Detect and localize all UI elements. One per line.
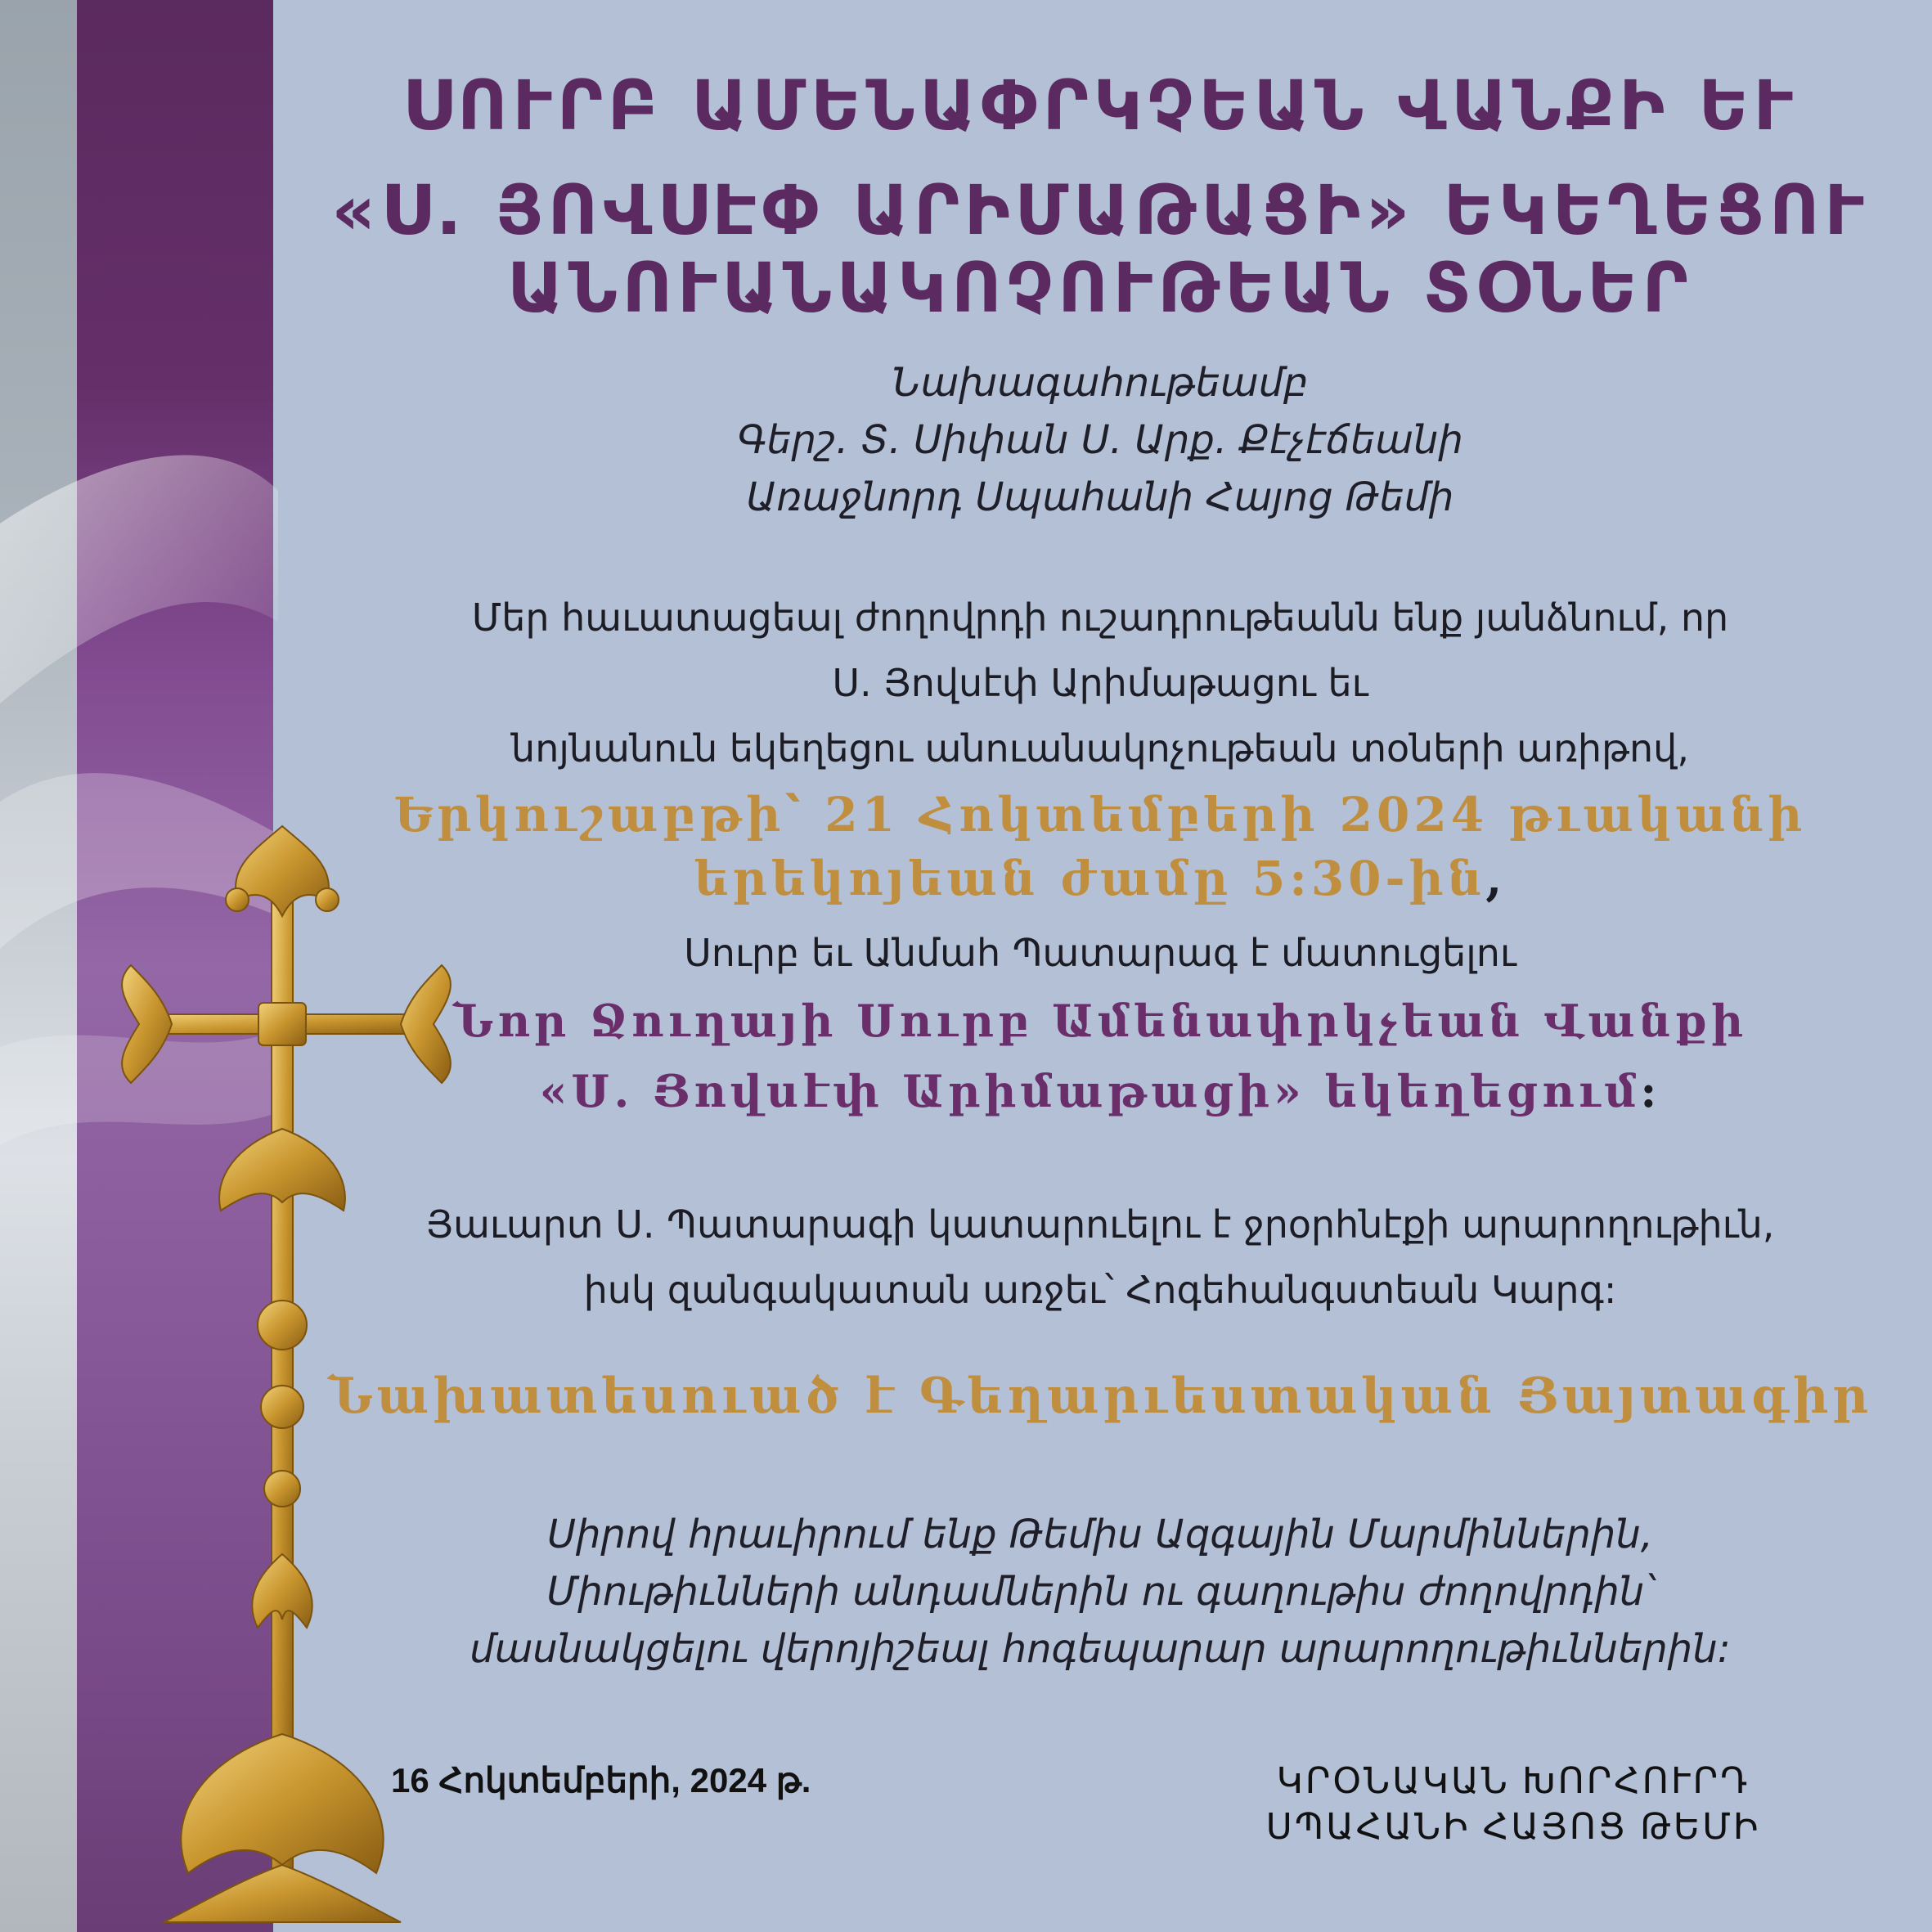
event-date-line-1: Երկուշաբթի՝ 21 Հոկտեմբերի 2024 թւականի (393, 787, 1807, 842)
rites-line-2: իսկ զանգակատան առջեւ՝ Հոգեհանգստեան Կարգ: (583, 1268, 1617, 1312)
invitation-line-1: Սիրով հրաւիրում ենք Թեմիս Ազգային Մարմիններին, (547, 1512, 1653, 1557)
announcement-line-2: Ս. Յովսէփ Արիմաթացու եւ (832, 661, 1368, 705)
church-colon: : (1640, 1065, 1661, 1117)
church-line-1: Նոր Ջուղայի Սուրբ Ամենափրկչեան Վանքի (452, 995, 1748, 1047)
title-line-1: ՍՈՒՐԲ ԱՄԵՆԱՓՐԿՉԵԱՆ ՎԱՆՔԻ ԵՒ (402, 65, 1799, 146)
announcement-line-1: Մեր հաւատացեալ ժողովրդի ուշադրութեանն ենք յանձնում, որ (471, 595, 1729, 640)
event-time: երեկոյեան ժամը 5:30-ին (694, 851, 1486, 906)
rites-line-1: Յաւարտ Ս. Պատարագի կատարուելու է ջրօրհնէքի արարողութիւն, (425, 1202, 1775, 1247)
footer-signature (1227, 1759, 1799, 1850)
signature-line-1: ԿՐՕՆԱԿԱՆ ԽՈՐՀՈՒՐԴ (1276, 1761, 1750, 1801)
church-name: «Ս. Յովսէփ Արիմաթացի» եկեղեցում (539, 1065, 1641, 1117)
presiding-line-1: Նախագահութեամբ (892, 360, 1309, 406)
announcement-line-4: Սուրբ եւ Անմահ Պատարագ է մատուցելու (684, 931, 1516, 975)
program-highlight: Նախատեսուած է Գեղարւեստական Յայտագիր (328, 1368, 1872, 1425)
event-time-comma: , (1485, 851, 1507, 906)
presiding-line-3: Առաջնորդ Սպահանի Հայոց Թեմի (746, 474, 1454, 520)
title-line-3: ԱՆՈՒԱՆԱԿՈՉՈՒԹԵԱՆ ՏՕՆԵՐ (507, 248, 1693, 328)
church-line-2 (294, 1065, 1906, 1117)
event-date-line-2 (294, 851, 1906, 906)
invitation-line-2: Միութիւնների անդամներին ու գաղութիս ժողովրդին՝ (546, 1569, 1654, 1615)
signature-line-2: ՍՊԱՀԱՆԻ ՀԱՅՈՑ ԹԵՄԻ (1265, 1807, 1761, 1847)
announcement-line-3: նոյնանուն եկեղեցու անուանակոչութեան տօների առիթով, (511, 726, 1689, 771)
footer-date: 16 Հոկտեմբերի, 2024 թ. (391, 1761, 811, 1799)
title-line-2: «Ս. ՅՈՎՍԷՓ ԱՐԻՄԱԹԱՑԻ» ԵԿԵՂԵՑՈՒ (331, 170, 1869, 250)
invitation-line-3: մասնակցելու վերոյիշեալ հոգեպարար արարողութիւններին: (470, 1626, 1731, 1672)
presiding-line-2: Գերշ. Տ. Սիփան Ս. Արք. Քէչէճեանի (737, 417, 1463, 463)
